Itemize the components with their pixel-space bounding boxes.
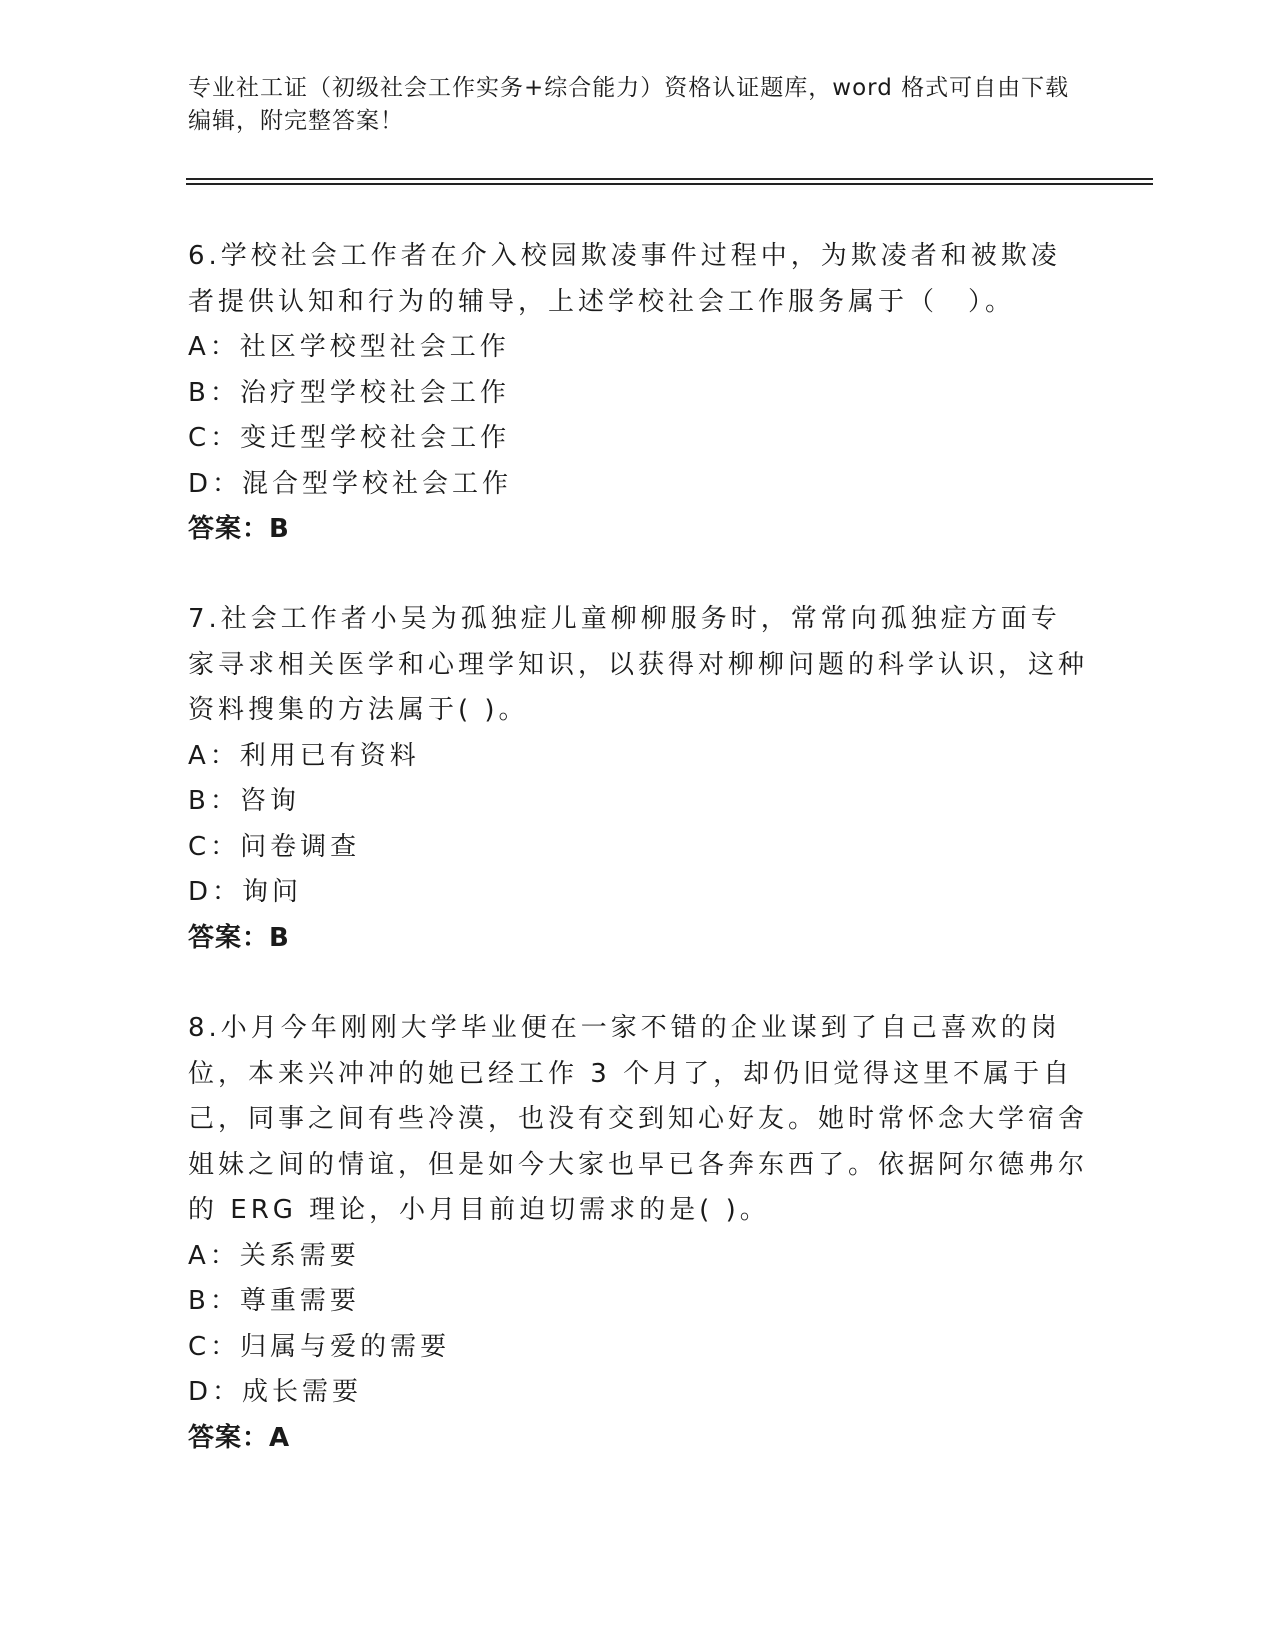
option-d: D：成长需要 [188, 1377, 363, 1407]
header-divider-top [186, 178, 1153, 180]
option-c: C：归属与爱的需要 [188, 1331, 451, 1362]
question-8 [188, 1006, 1088, 1461]
question-6 [188, 234, 1088, 553]
question-stem: 8.小月今年刚刚大学毕业便在一家不错的企业谋到了自己喜欢的岗位，本来兴冲冲的她已经工作 3 个月了，却仍旧觉得这里不属于自己，同事之间有些冷漠，也没有交到知心好友。她时常怀念大学宿舍姐妹之间的情谊，但是如今大家也早已各奔东西了。依据阿尔德弗尔的 ERG 理论，小月目前迫切需求的是( )。 [188, 1013, 1089, 1225]
option-b: B：咨询 [188, 786, 300, 816]
question-stem: 7.社会工作者小吴为孤独症儿童柳柳服务时，常常向孤独症方面专家寻求相关医学和心理学知识，以获得对柳柳问题的科学认识，这种资料搜集的方法属于( )。 [188, 604, 1089, 725]
option-a: A：关系需要 [188, 1240, 360, 1271]
option-b: B：尊重需要 [188, 1286, 360, 1316]
document-header [188, 72, 1088, 138]
option-a: A：社区学校型社会工作 [188, 332, 510, 362]
answer-label: 答案：B [188, 514, 290, 544]
option-c: C：变迁型学校社会工作 [188, 423, 511, 453]
answer-label: 答案：A [188, 1422, 291, 1453]
option-b: B：治疗型学校社会工作 [188, 377, 510, 408]
question-stem: 6.学校社会工作者在介入校园欺凌事件过程中，为欺凌者和被欺凌者提供认知和行为的辅导，上述学校社会工作服务属于（ ）。 [188, 241, 1061, 317]
option-c: C：问卷调查 [188, 831, 361, 862]
question-7 [188, 597, 1088, 961]
answer-label: 答案：B [188, 922, 290, 953]
option-d: D：询问 [188, 877, 303, 907]
option-a: A：利用已有资料 [188, 740, 420, 771]
header-divider-bottom [186, 183, 1153, 185]
header-text: 专业社工证（初级社会工作实务+综合能力）资格认证题库，word 格式可自由下载编辑，附完整答案！ [188, 75, 1070, 134]
option-d: D：混合型学校社会工作 [188, 468, 513, 499]
